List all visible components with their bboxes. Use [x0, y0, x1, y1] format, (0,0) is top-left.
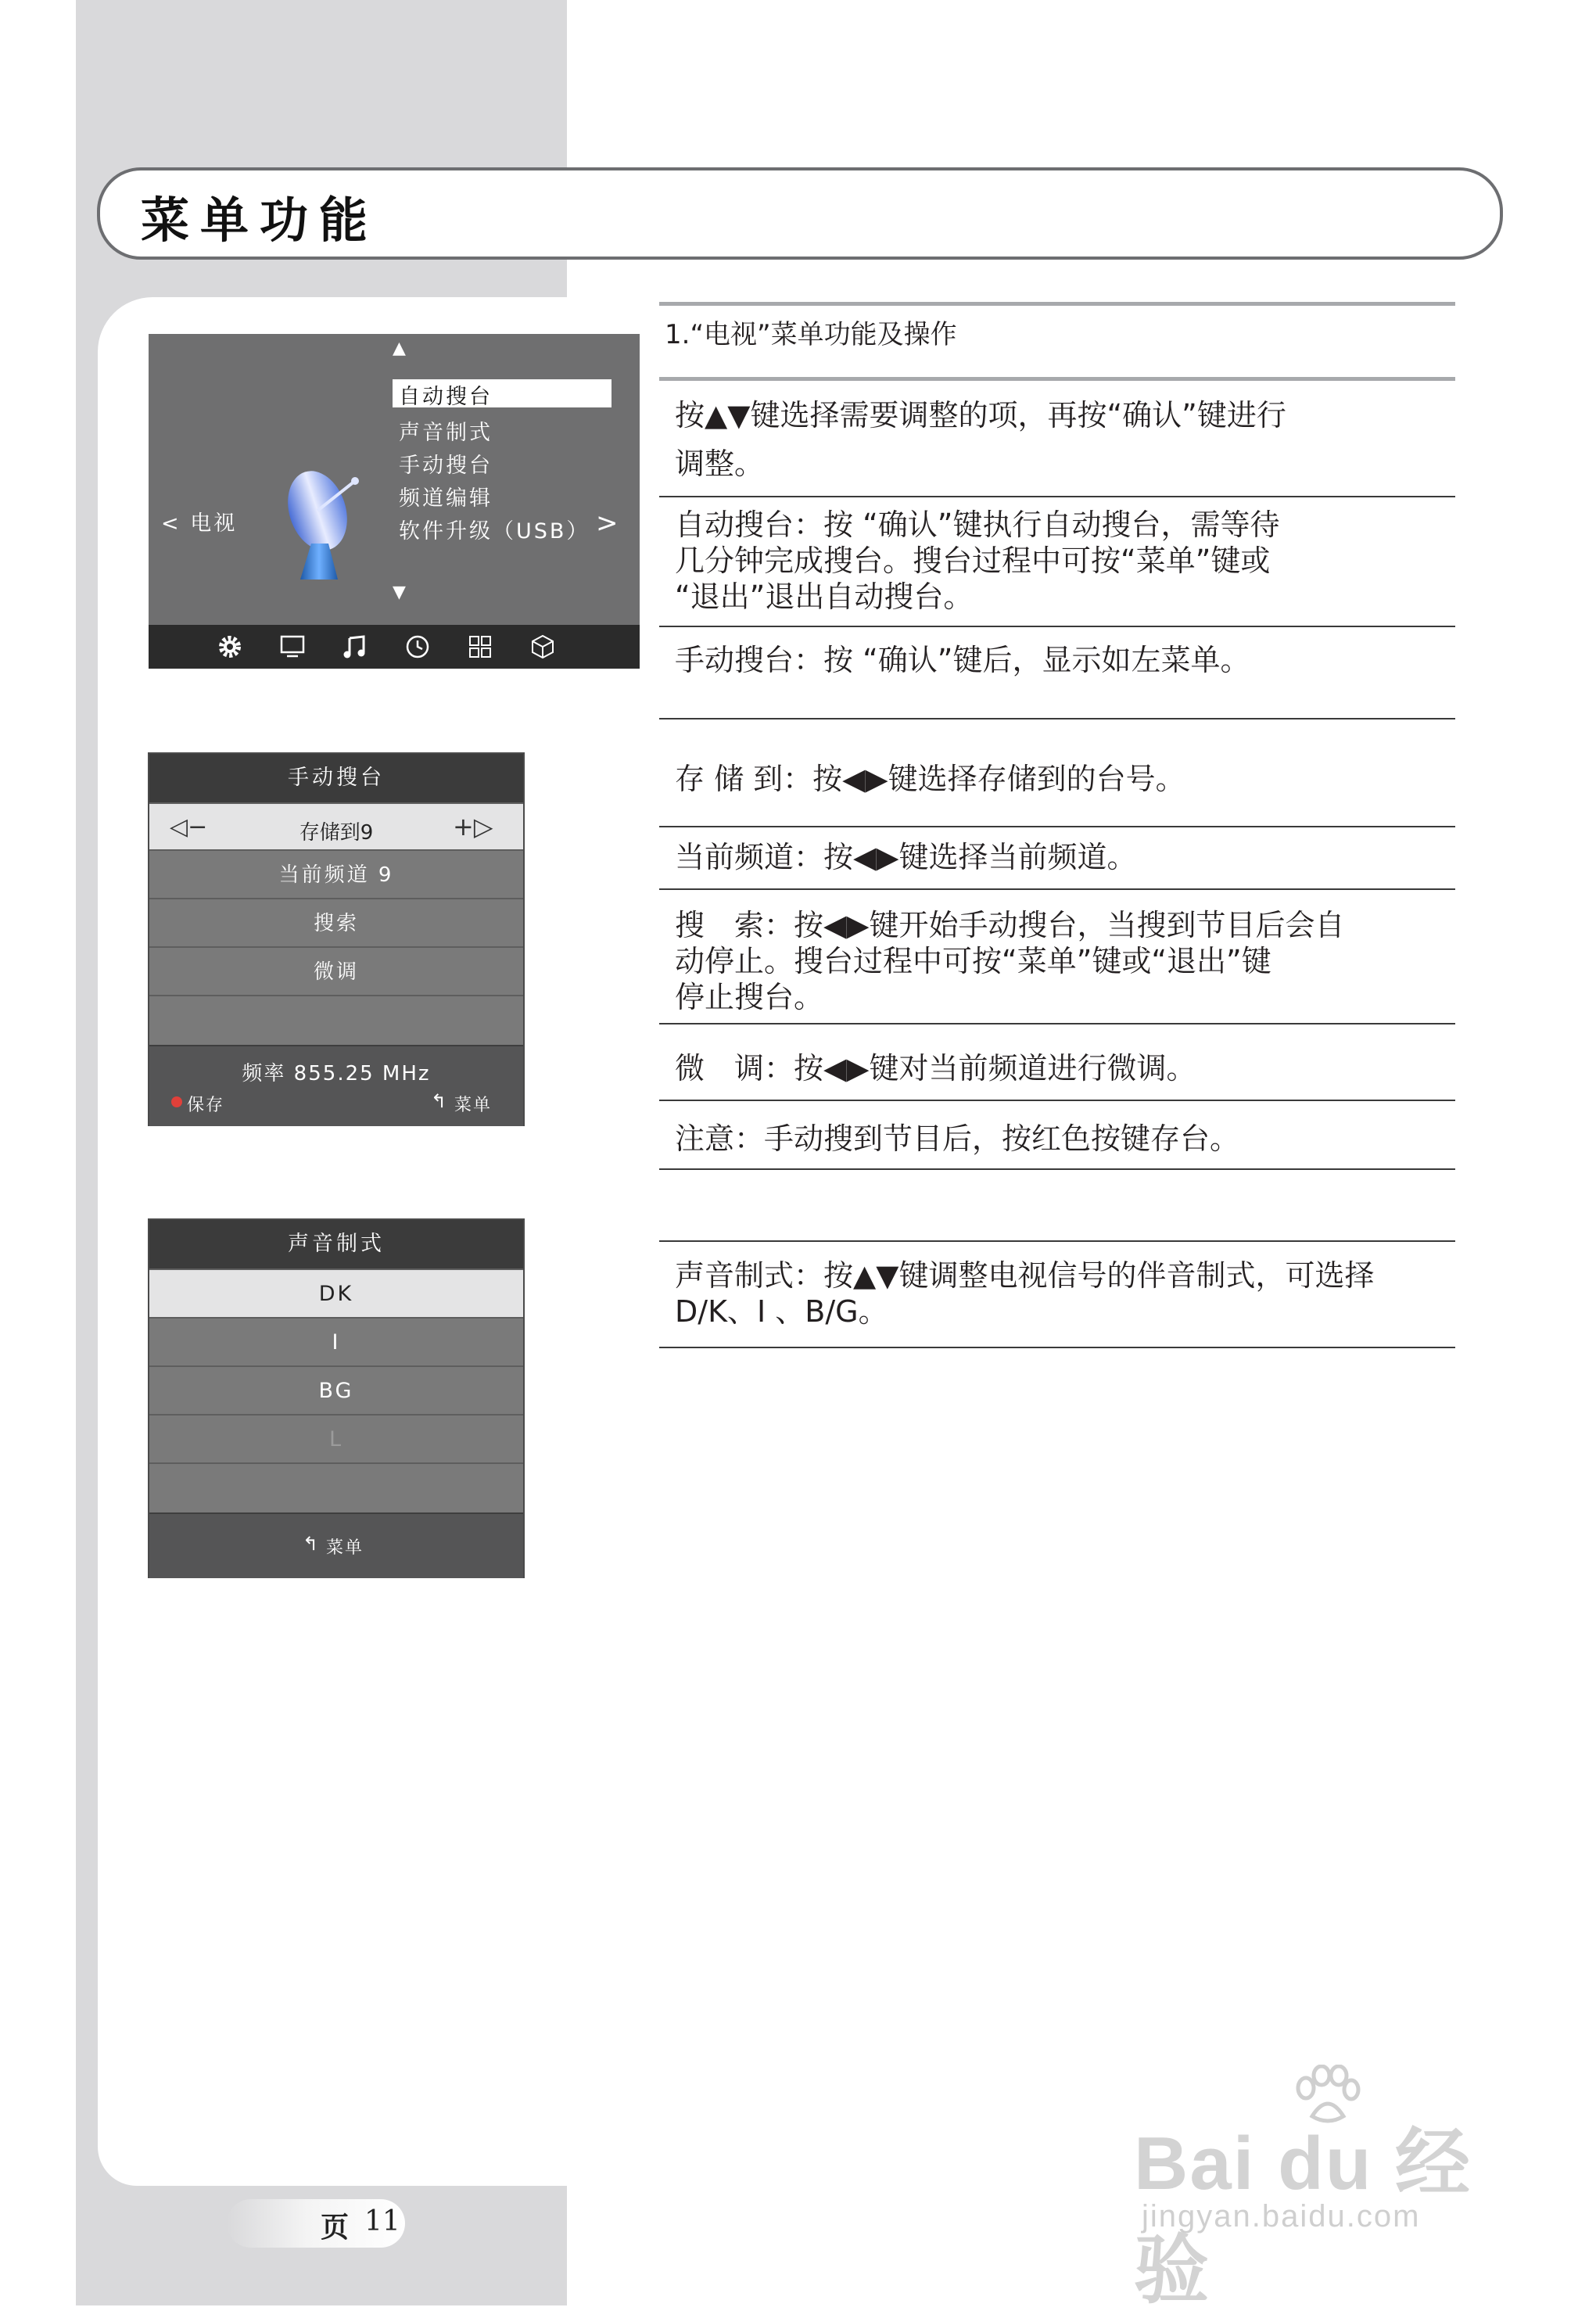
gear-icon: [213, 630, 247, 664]
rule: [659, 496, 1455, 497]
return-icon: ↰: [303, 1533, 319, 1555]
fine-tune-row: 微调: [149, 946, 523, 996]
down-arrow: ▼: [393, 583, 406, 602]
menu-item-auto-search: 自动搜台: [399, 385, 493, 409]
satellite-dish-icon: [280, 465, 366, 583]
clock-icon: [400, 630, 435, 664]
page-label: 页: [321, 2211, 350, 2244]
page-title: 菜单功能: [141, 192, 379, 249]
baidu-watermark: [1134, 2065, 1525, 2313]
rule: [659, 1240, 1455, 1242]
empty-row: [149, 995, 523, 1045]
page-number: 11: [364, 2205, 400, 2237]
instruction-current-channel: 当前频道：按◀▶键选择当前频道。: [675, 840, 1137, 874]
rule: [659, 826, 1455, 827]
up-arrow: ▲: [393, 339, 406, 358]
instruction-select-item: 按▲▼键选择需要调整的项，再按“确认”键进行 调整。: [675, 398, 1286, 481]
store-increase: +▷: [453, 812, 493, 841]
instruction-sound-system: 声音制式：按▲▼键调整电视信号的伴音制式，可选择 D/K、I 、B/G。: [675, 1258, 1375, 1329]
menu-item-software-upgrade: 软件升级（USB）: [399, 519, 590, 544]
store-to-label: 存储到9: [299, 821, 374, 845]
section-title: 1.“电视”菜单功能及操作: [665, 319, 957, 350]
menu-item-manual-search: 手动搜台: [399, 454, 493, 478]
save-hint: 保存: [187, 1096, 225, 1115]
cube-icon: [525, 630, 560, 664]
sound-system-panel: [148, 1218, 525, 1578]
rule: [659, 1347, 1455, 1348]
panel-title: 声音制式: [149, 1220, 523, 1268]
tv-menu-screenshot: [149, 334, 640, 669]
watermark-url: jingyan.baidu.com: [1142, 2199, 1421, 2234]
rule: [659, 626, 1455, 627]
watermark-brand: Bai du 经验: [1134, 2122, 1472, 2313]
return-icon: ↰: [431, 1090, 447, 1112]
instruction-store-to: 存 储 到：按◀▶键选择存储到的台号。: [675, 762, 1185, 796]
menu-item-sound-system: 声音制式: [399, 421, 493, 445]
menu-hint: 菜单: [454, 1096, 493, 1115]
rule: [659, 1100, 1455, 1101]
top-rule: [659, 302, 1455, 306]
empty-row: [149, 1462, 523, 1512]
panel-title: 手动搜台: [149, 754, 523, 802]
instruction-fine-tune: 微 调：按◀▶键对当前频道进行微调。: [675, 1051, 1196, 1085]
music-note-icon: [338, 630, 372, 664]
sound-option-i: I: [149, 1317, 523, 1367]
rule: [659, 1168, 1455, 1170]
menu-item-channel-edit: 频道编辑: [399, 486, 493, 511]
sound-option-bg: BG: [149, 1365, 523, 1416]
rule: [659, 377, 1455, 381]
grid-icon: [463, 630, 497, 664]
tv-label: < 电视: [161, 511, 238, 536]
manual-search-panel: [148, 752, 525, 1126]
store-decrease: ◁−: [170, 813, 208, 841]
sound-system-footer: [149, 1512, 523, 1578]
red-dot-icon: [171, 1096, 182, 1107]
store-to-row: [149, 802, 523, 851]
rule: [659, 888, 1455, 890]
sound-option-l: L: [149, 1414, 523, 1464]
monitor-icon: [275, 630, 310, 664]
right-arrow: >: [596, 508, 621, 539]
osd-icon-bar: [149, 625, 640, 669]
manual-search-footer: [149, 1045, 523, 1126]
instruction-manual-search: 手动搜台：按 “确认”键后，显示如左菜单。: [675, 643, 1250, 677]
rule: [659, 1023, 1455, 1024]
current-channel-row: 当前频道 9: [149, 849, 523, 899]
search-row: 搜索: [149, 898, 523, 948]
menu-hint: 菜单: [326, 1538, 364, 1558]
rule: [659, 718, 1455, 719]
instruction-auto-search: 自动搜台：按 “确认”键执行自动搜台，需等待 几分钟完成搜台。搜台过程中可按“菜单”键或 “退出”退出自动搜台。: [675, 508, 1280, 614]
instruction-search: 搜 索：按◀▶键开始手动搜台，当搜到节目后会自 动停止。搜台过程中可按“菜单”键或“退出”键 停止搜台。: [675, 908, 1345, 1014]
instruction-note: 注意：手动搜到节目后，按红色按键存台。: [675, 1121, 1240, 1156]
frequency-readout: 频率 855.25 MHz: [242, 1062, 431, 1085]
sound-option-dk: DK: [149, 1268, 523, 1319]
